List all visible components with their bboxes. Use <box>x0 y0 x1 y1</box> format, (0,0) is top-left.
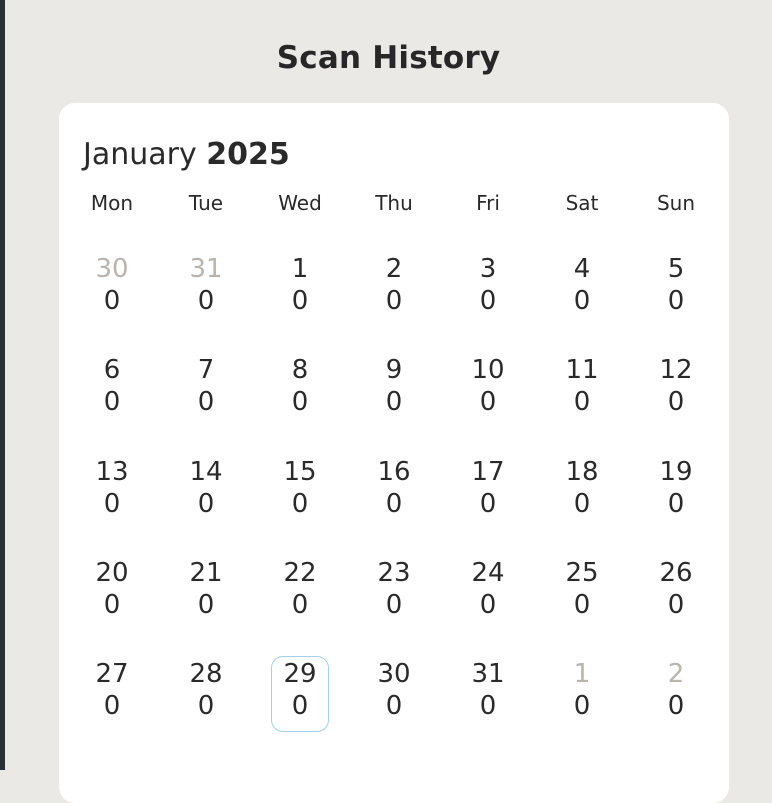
calendar-day[interactable] <box>83 454 141 530</box>
day-number: 31 <box>471 659 505 689</box>
weekday-tue: Tue <box>188 191 224 215</box>
day-number: 28 <box>189 659 223 689</box>
calendar-day-cell[interactable] <box>535 656 629 757</box>
calendar-day[interactable] <box>271 454 329 530</box>
day-number: 26 <box>659 557 693 588</box>
calendar-day[interactable] <box>647 656 705 732</box>
day-number: 2 <box>385 254 403 284</box>
scan-count: 0 <box>103 387 121 418</box>
calendar-day-cell[interactable] <box>253 251 347 352</box>
scan-count: 0 <box>667 691 685 721</box>
calendar-day[interactable] <box>459 352 517 428</box>
day-number: 22 <box>283 557 317 588</box>
day-number: 24 <box>471 557 505 588</box>
calendar-day[interactable] <box>459 251 517 327</box>
calendar-day-cell[interactable] <box>347 454 441 555</box>
calendar-day[interactable] <box>553 352 611 428</box>
calendar-day-cell[interactable] <box>441 656 535 757</box>
scan-count: 0 <box>385 488 403 519</box>
scan-count: 0 <box>291 691 309 721</box>
calendar-day-cell[interactable] <box>65 555 159 656</box>
month-label: January <box>83 137 197 172</box>
calendar-day[interactable] <box>647 352 705 428</box>
day-number: 7 <box>197 355 215 386</box>
calendar-day-cell[interactable] <box>65 454 159 555</box>
calendar-day-cell[interactable] <box>347 555 441 656</box>
calendar-week-row <box>65 352 723 453</box>
scan-count: 0 <box>573 488 591 519</box>
scan-count: 0 <box>385 387 403 418</box>
scan-count: 0 <box>385 589 403 620</box>
scan-count: 0 <box>479 387 497 418</box>
day-number: 1 <box>573 659 591 689</box>
calendar-day[interactable] <box>459 656 517 732</box>
calendar-day-cell[interactable] <box>535 454 629 555</box>
calendar-day[interactable] <box>459 555 517 631</box>
calendar-day-cell[interactable] <box>159 352 253 453</box>
calendar-day-cell[interactable] <box>629 352 723 453</box>
calendar-day-cell[interactable] <box>441 352 535 453</box>
day-number: 31 <box>189 254 223 284</box>
scan-count: 0 <box>573 387 591 418</box>
calendar-card <box>59 103 729 803</box>
calendar-day[interactable] <box>83 352 141 428</box>
calendar-day[interactable] <box>365 656 423 732</box>
day-number: 15 <box>283 456 317 487</box>
calendar-day-cell[interactable] <box>347 352 441 453</box>
calendar-day[interactable] <box>177 251 235 327</box>
page-title: Scan History <box>276 40 501 76</box>
calendar-day[interactable] <box>83 656 141 732</box>
calendar-day-cell[interactable] <box>629 454 723 555</box>
day-number: 1 <box>291 254 309 284</box>
calendar-day[interactable] <box>647 251 705 327</box>
day-number: 11 <box>565 355 599 386</box>
calendar-day[interactable] <box>459 454 517 530</box>
day-number: 10 <box>471 355 505 386</box>
day-number: 12 <box>659 355 693 386</box>
day-number: 13 <box>95 456 129 487</box>
scan-count: 0 <box>573 286 591 316</box>
scan-count: 0 <box>291 488 309 519</box>
calendar-week-row <box>65 656 723 757</box>
calendar-day-today[interactable] <box>271 656 329 732</box>
day-number: 29 <box>283 659 317 689</box>
calendar-day[interactable] <box>647 454 705 530</box>
day-number: 6 <box>103 355 121 386</box>
calendar-day-cell[interactable] <box>629 251 723 352</box>
calendar-day[interactable] <box>271 555 329 631</box>
calendar-day[interactable] <box>553 656 611 732</box>
scan-count: 0 <box>667 387 685 418</box>
calendar-day-cell[interactable] <box>629 656 723 757</box>
calendar-day[interactable] <box>271 251 329 327</box>
scan-count: 0 <box>667 589 685 620</box>
scan-count: 0 <box>573 691 591 721</box>
weekday-mon: Mon <box>90 191 134 215</box>
calendar-day-cell[interactable] <box>159 555 253 656</box>
calendar-day[interactable] <box>647 555 705 631</box>
calendar-day-cell[interactable] <box>347 656 441 757</box>
scan-count: 0 <box>197 691 215 721</box>
calendar-day[interactable] <box>553 454 611 530</box>
calendar-day-cell[interactable] <box>65 656 159 757</box>
calendar-day[interactable] <box>365 352 423 428</box>
day-number: 30 <box>377 659 411 689</box>
calendar-day-cell[interactable] <box>253 555 347 656</box>
day-number: 19 <box>659 456 693 487</box>
scan-count: 0 <box>197 387 215 418</box>
scan-count: 0 <box>479 286 497 316</box>
scan-count: 0 <box>197 286 215 316</box>
calendar-day[interactable] <box>177 454 235 530</box>
day-number: 23 <box>377 557 411 588</box>
month-year-heading <box>83 137 290 172</box>
day-number: 20 <box>95 557 129 588</box>
calendar-day-cell[interactable] <box>441 251 535 352</box>
scan-count: 0 <box>197 488 215 519</box>
weekday-wed: Wed <box>278 191 322 215</box>
calendar-day[interactable] <box>177 352 235 428</box>
scan-count: 0 <box>385 691 403 721</box>
calendar-day-cell[interactable] <box>159 656 253 757</box>
scan-count: 0 <box>291 387 309 418</box>
scan-count: 0 <box>103 286 121 316</box>
calendar-day-cell[interactable] <box>441 454 535 555</box>
scan-count: 0 <box>479 691 497 721</box>
day-number: 16 <box>377 456 411 487</box>
weekday-sun: Sun <box>656 191 696 215</box>
day-number: 2 <box>667 659 685 689</box>
day-number: 25 <box>565 557 599 588</box>
calendar-day-cell[interactable] <box>253 454 347 555</box>
scan-count: 0 <box>103 488 121 519</box>
scan-count: 0 <box>197 589 215 620</box>
calendar-day[interactable] <box>365 251 423 327</box>
scan-count: 0 <box>573 589 591 620</box>
scan-count: 0 <box>667 286 685 316</box>
day-number: 17 <box>471 456 505 487</box>
calendar-day-cell[interactable] <box>159 251 253 352</box>
day-number: 27 <box>95 659 129 689</box>
day-number: 4 <box>573 254 591 284</box>
weekday-sat: Sat <box>565 191 599 215</box>
day-number: 9 <box>385 355 403 386</box>
calendar-day[interactable] <box>177 656 235 732</box>
calendar-day-cell[interactable] <box>629 555 723 656</box>
calendar-day[interactable] <box>271 352 329 428</box>
scan-count: 0 <box>385 286 403 316</box>
calendar-week-row <box>65 251 723 352</box>
day-number: 8 <box>291 355 309 386</box>
weekday-header <box>65 191 723 215</box>
calendar-week-row <box>65 454 723 555</box>
scan-count: 0 <box>103 691 121 721</box>
calendar-day-cell[interactable] <box>159 454 253 555</box>
scan-count: 0 <box>103 589 121 620</box>
scan-count: 0 <box>479 589 497 620</box>
day-number: 3 <box>479 254 497 284</box>
calendar-day-cell[interactable] <box>535 352 629 453</box>
calendar-day[interactable] <box>553 251 611 327</box>
weekday-thu: Thu <box>375 191 413 215</box>
scan-count: 0 <box>667 488 685 519</box>
calendar-day[interactable] <box>177 555 235 631</box>
calendar-day-cell[interactable] <box>65 251 159 352</box>
year-label: 2025 <box>206 137 290 172</box>
calendar-day[interactable] <box>83 555 141 631</box>
scan-count: 0 <box>291 286 309 316</box>
calendar-day-cell[interactable] <box>65 352 159 453</box>
calendar-day-cell[interactable] <box>253 352 347 453</box>
weekday-fri: Fri <box>476 191 500 215</box>
day-number: 18 <box>565 456 599 487</box>
calendar-day-cell[interactable] <box>253 656 347 757</box>
calendar-day-cell[interactable] <box>535 251 629 352</box>
day-number: 30 <box>95 254 129 284</box>
day-number: 14 <box>189 456 223 487</box>
day-number: 5 <box>667 254 685 284</box>
scan-count: 0 <box>479 488 497 519</box>
calendar-day[interactable] <box>83 251 141 327</box>
calendar-day-cell[interactable] <box>441 555 535 656</box>
calendar-day[interactable] <box>553 555 611 631</box>
window-edge <box>0 0 5 770</box>
calendar-day[interactable] <box>365 454 423 530</box>
calendar-day-cell[interactable] <box>347 251 441 352</box>
calendar-day[interactable] <box>365 555 423 631</box>
day-number: 21 <box>189 557 223 588</box>
scan-count: 0 <box>291 589 309 620</box>
calendar-week-row <box>65 555 723 656</box>
calendar-day-cell[interactable] <box>535 555 629 656</box>
calendar-grid <box>65 251 723 757</box>
